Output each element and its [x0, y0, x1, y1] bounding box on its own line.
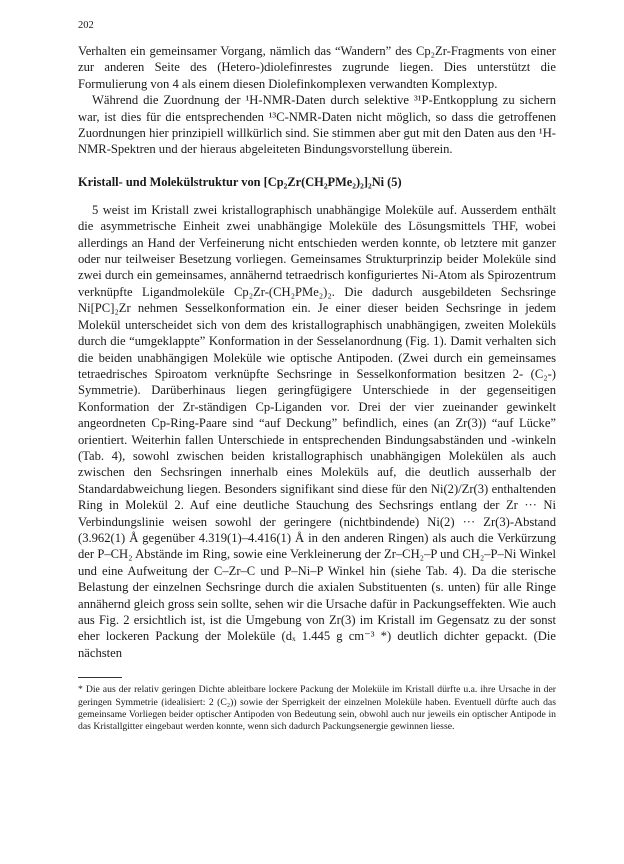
paragraph-1: Verhalten ein gemeinsamer Vorgang, nämlich das “Wandern” des Cp₂Zr-Fragments von einer zur anderen Seite des (Hetero-)diolefinrestes zugrunde liegen. Dies unterstützt die Formulierung von 4 als einem diesen Diolefinkomplexen verwandten Komplextyp.: [78, 44, 556, 91]
section-heading: Kristall- und Molekülstruktur von [Cp₂Zr(CH₂PMe₂)₂]₂Ni (5): [78, 174, 402, 189]
paragraph-2: Während die Zuordnung der ¹H-NMR-Daten durch selektive ³¹P-Entkopplung zu sichern war, ist dies für die entsprechenden ¹³C-NMR-Daten nicht möglich, so dass die getroffenen Zuordnungen hier prinzipiell willkürlich sind. Sie stimmen aber gut mit den Daten aus den ¹H-NMR-Spektren und der hieraus abgeleiteten Bindungsvorstellung überein.: [78, 93, 556, 157]
paragraph-3: 5 weist im Kristall zwei kristallographisch unabhängige Moleküle auf. Ausserdem enthält die asymmetrische Einheit zwei unabhängige Moleküle des Lösungsmittels THF, wobei allerdings an Hand der Verfeinerung nicht entschieden werden konnte, ob letztere mit ganzer oder nur teilweiser Besetzung vorliegen. Gemeinsames Strukturprinzip beider Moleküle sind zwei durch ein gemeinsames, annähernd tetraedrisch konfiguriertes Ni-Atom als Spirozentrum verknüpfte Ligandmoleküle Cp₂Zr-(CH₂PMe₂)₂. Die dadurch ausgebildeten Sechsringe Ni[PC]₂Zr nehmen Sesselkonformation ein. Je einer dieser beiden Sechsringe in jedem Molekül unterscheidet sich von dem des kristallographisch unabhängigen, zweiten Moleküls durch die “umgeklappte” Konformation in der Sesselanordnung (Fig. 1). Damit verhalten sich die beiden unabhängigen Moleküle wie optische Antipoden. (Zwei durch ein gemeinsames tetraedrisches Spiroatom verknüpfte Sechsringe in Sesselkonformation besitzen 2- (C₂-) Symmetrie). Darüberhinaus liegen geringfügigere Unterschiede in der gegenseitigen Konformation der Zr-ständigen Cp-Liganden vor. Drei der vier zueinander gewinkelt angeordneten Cp-Ring-Paare sind “auf Deckung” befindlich, eines (an Zr(3)) “auf Lücke” orientiert. Weiterhin fallen Unterschiede in entsprechenden Bindungsabständen und -winkeln (Tab. 4), sowohl zwischen beiden kristallographisch unabhängigen Molekülen als auch zwischen den Sechsringen innerhalb eines Moleküls auf, die deutlich ausserhalb der Standardabweichung liegen. Besonders signifikant sind diese für den Ni(2)/Zr(3) enthaltenden Ring in Molekül 2. Auf eine deutliche Stauchung des Sechsrings entlang der Zr ··· Ni Verbindungslinie weisen sowohl der geringere (nichtbindende) Ni(2) ··· Zr(3)-Abstand (3.962(1) Å gegenüber 4.319(1)–4.416(1) Å in den anderen Ringen) als auch die Verkürzung der P–CH₂ Abstände im Ring, sowie eine Verkleinerung der Zr–CH₂–P und CH₂–P–Ni Winkel und eine Aufweitung der C–Zr–C und P–Ni–P Winkel hin (siehe Tab. 4). Da die sterische Belastung der einzelnen Sechsringe durch die axialen Substituenten (s. unten) für alle Ringe annähernd gleich gross sein sollte, sehen wir die Ursache dafür in Packungseffekten. Wie auch aus Fig. 2 ersichtlich ist, ist die Umgebung von Zr(3) im Kristall im Gegensatz zu der sonst eher lockeren Packung der Moleküle (dₓ 1.445 g cm⁻³ *) deutlich dichter gepackt. (Die nächsten: [78, 202, 556, 660]
footnote-rule: [78, 677, 122, 678]
page-number: 202: [78, 20, 94, 31]
page: [78, 20, 556, 734]
footnote: * Die aus der relativ geringen Dichte ableitbare lockere Packung der Moleküle im Kristall dürfte u.a. ihre Ursache in der geringen Symmetrie (idealisiert: 2 (C₂)) sowie der Sperrigkeit der einzelnen Moleküle haben. Eventuell dürfte auch das gemeinsame Vorliegen beider optischer Antipoden von Bedeutung sein, obwohl auch nur jeweils ein optischer Antipode in das Kristallgitter eingebaut werden konnte, wenn sich dadurch Packungsenergie gewinnen liesse.: [78, 684, 556, 733]
